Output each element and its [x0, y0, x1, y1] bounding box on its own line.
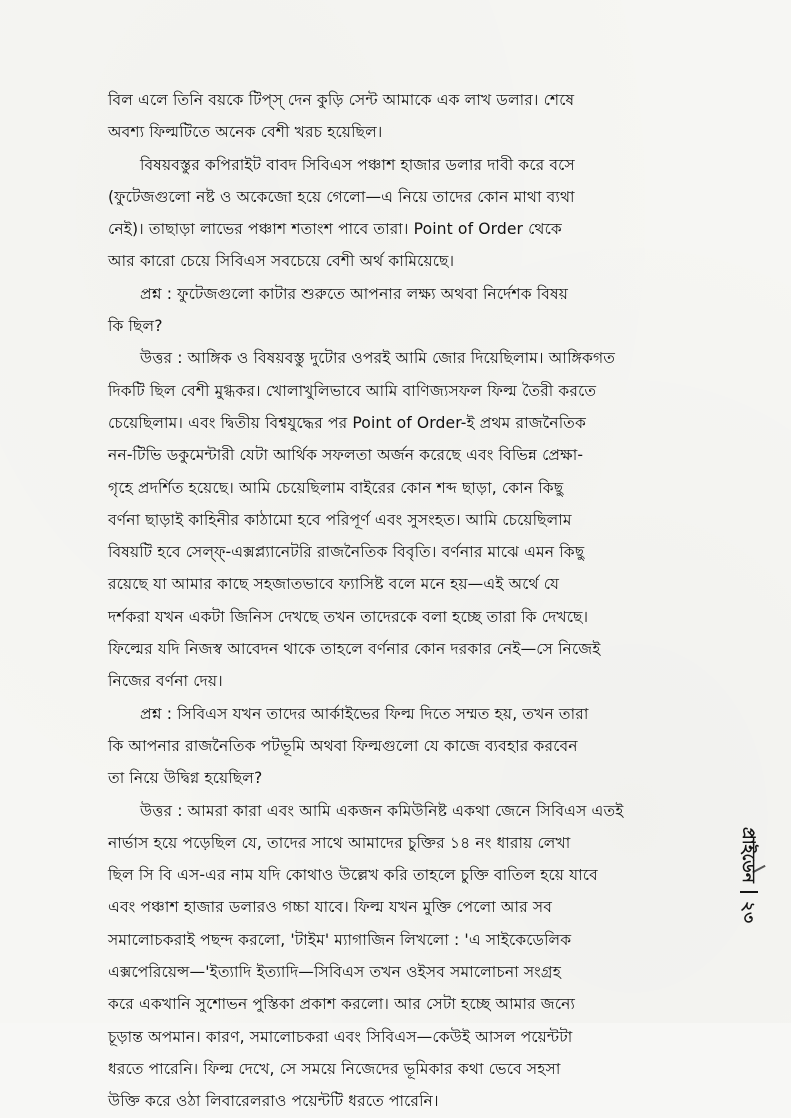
text-line: নার্ভাস হয়ে পড়েছিল যে, তাদের সাথে আমাদের চুক্তির ১৪ নং ধারায় লেখা — [108, 833, 571, 852]
text-line: বিষয়টি হবে সেল্ফ্-এক্সপ্ল্যানেটরি রাজনৈতিক বিবৃতি। বর্ণনার মাঝে এমন কিছু — [108, 543, 585, 562]
text-line: বর্ণনা ছাড়াই কাহিনীর কাঠামো হবে পরিপূর্ণ এবং সুসংহত। আমি চেয়েছিলাম — [108, 510, 572, 529]
text-line: নিজের বর্ণনা দেয়। — [108, 672, 223, 691]
text-line: ফিল্মের যদি নিজস্ব আবেদন থাকে তাহলে বর্ণনার কোন দরকার নেই—সে নিজেই — [108, 640, 601, 659]
answer-line: উত্তর : আঙ্গিক ও বিষয়বস্তু দুটোর ওপরই আমি জোর দিয়েছিলাম। আঙ্গিকগত — [140, 349, 616, 368]
text-line: আর কারো চেয়ে সিবিএস সবচেয়ে বেশী অর্থ কামিয়েছে। — [108, 252, 455, 271]
text-line: চূড়ান্ত অপমান। কারণ, সমালোচকরা এবং সিবিএস—কেউই আসল পয়েন্টটা — [108, 1027, 573, 1046]
question-line: প্রশ্ন : ফুটেজগুলো কাটার শুরুতে আপনার লক্ষ্য অথবা নির্দেশক বিষয় — [140, 284, 568, 303]
text-line: গৃহে প্রদর্শিত হয়েছে। আমি চেয়েছিলাম বাইরের কোন শব্দ ছাড়া, কোন কিছু — [108, 478, 564, 497]
body-text — [108, 84, 688, 1118]
running-header-text — [738, 827, 758, 923]
text-line: সমালোচকরাই পছন্দ করলো, 'টাইম' ম্যাগাজিন লিখলো : 'এ সাইকেডেলিক — [108, 930, 572, 949]
text-line: বিল এলে তিনি বয়কে টিপ্স্ দেন কুড়ি সেন্ট আমাকে এক লাখ ডলার। শেষে — [108, 91, 575, 109]
header-divider — [740, 891, 758, 893]
question-line: প্রশ্ন : সিবিএস যখন তাদের আর্কাইভের ফিল্ম দিতে সম্মত হয়, তখন তারা — [140, 704, 589, 723]
text-line: কি ছিল? — [108, 317, 163, 336]
text-line: রয়েছে যা আমার কাছে সহজাতভাবে ফ্যাসিষ্ট বলে মনে হয়—এই অর্থে যে — [108, 575, 560, 594]
text-line: কি আপনার রাজনৈতিক পটভূমি অথবা ফিল্মগুলো যে কাজে ব্যবহার করবেন — [108, 736, 578, 755]
paragraph-start-line: বিষয়বস্তুর কপিরাইট বাবদ সিবিএস পঞ্চাশ হাজার ডলার দাবী করে বসে — [140, 155, 575, 174]
text-line: এক্সপেরিয়েন্স—'ইত্যাদি ইত্যাদি—সিবিএস তখন ওইসব সমালোচনা সংগ্রহ — [108, 963, 562, 982]
text-line: চেয়েছিলাম। এবং দ্বিতীয় বিশ্বযুদ্ধের পর Point of Order-ই প্রথম রাজনৈতিক — [108, 413, 586, 432]
text-line: (ফুটেজগুলো নষ্ট ও অকেজো হয়ে গেলো—এ নিয়ে তাদের কোন মাথা ব্যথা — [108, 187, 575, 206]
text-line: তা নিয়ে উদ্বিগ্ন হয়েছিল? — [108, 769, 263, 788]
text-line: ধরতে পারেনি। ফিল্ম দেখে, সে সময়ে নিজেদের ভূমিকার কথা ভেবে সহসা — [108, 1059, 561, 1078]
text-line: দিকটি ছিল বেশী মুগ্ধকর। খোলাখুলিভাবে আমি বাণিজ্যসফল ফিল্ম তৈরী করতে — [108, 381, 597, 400]
text-line: ছিল সি বি এস-এর নাম যদি কোথাও উল্লেখ করি তাহলে চুক্তি বাতিল হয়ে যাবে — [108, 866, 598, 885]
text-line: নেই)। তাছাড়া লাভের পঞ্চাশ শতাংশ পাবে তারা। Point of Order থেকে — [108, 220, 562, 239]
answer-line: উত্তর : আমরা কারা এবং আমি একজন কমিউনিষ্ট একথা জেনে সিবিএস এতই — [140, 801, 624, 820]
text-line: উক্তি করে ওঠা লিবারেলরাও পয়েন্টটি ধরতে পারেনি। — [108, 1092, 439, 1111]
running-header — [738, 827, 774, 957]
page-number: ২৩ — [738, 900, 758, 924]
running-header-title: প্রাইডেন — [738, 827, 758, 883]
text-line: দর্শকরা যখন একটা জিনিস দেখছে তখন তাদেরকে বলা হচ্ছে তারা কি দেখছে। — [108, 607, 589, 626]
text-line: এবং পঞ্চাশ হাজার ডলারও গচ্চা যাবে। ফিল্ম যখন মুক্তি পেলো আর সব — [108, 898, 553, 917]
text-line: নন-টিভি ডকুমেন্টারী যেটা আর্থিক সফলতা অর্জন করেছে এবং বিভিন্ন প্রেক্ষা- — [108, 446, 584, 465]
text-line: করে একখানি সুশোভন পুস্তিকা প্রকাশ করলো। আর সেটা হচ্ছে আমার জন্যে — [108, 995, 576, 1014]
text-line: অবশ্য ফিল্মটিতে অনেক বেশী খরচ হয়েছিল। — [108, 123, 383, 142]
